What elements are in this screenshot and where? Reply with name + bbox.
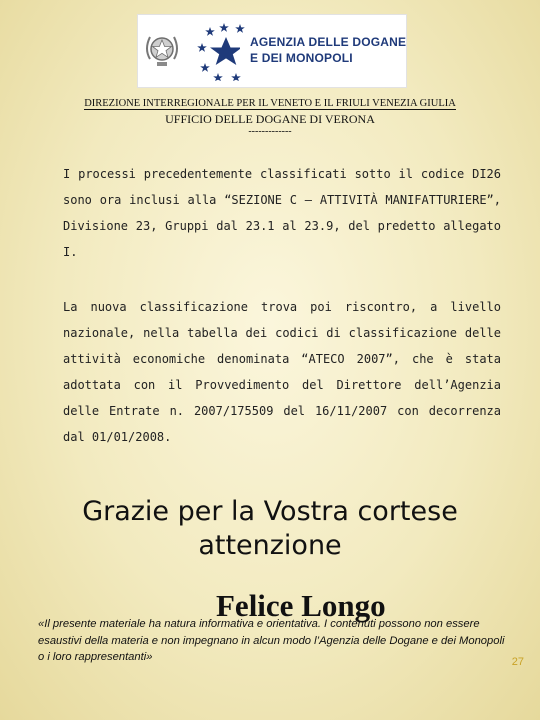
body-paragraph-2: La nuova classificazione trova poi riscontro, a livello nazionale, nella tabella dei codici di classificazione delle attività economiche denominata “ATECO 2007”, che è stata adottata con il Provvedimento del Direttore dell’Agenzia delle Entrate n. 2007/175509 del 16/11/2007 con decorrenza dal 01/01/2008.: [63, 300, 501, 444]
thanks-heading: Grazie per la Vostra cortese attenzione: [82, 496, 458, 561]
body-paragraph-1: I processi precedentemente classificati sotto il codice DI26 sono ora inclusi alla “SEZIONE C – ATTIVITÀ MANIFATTURIERE”, Divisione 23, Gruppi dal 23.1 al 23.9, del predetto allegato I.: [63, 167, 501, 259]
direction-text: DIREZIONE INTERREGIONALE PER IL VENETO E IL FRIULI VENEZIA GIULIA: [84, 98, 456, 109]
direction-title: [0, 98, 540, 109]
page-number: 27: [511, 656, 524, 668]
agency-logo: [137, 14, 407, 88]
signature-name: Felice Longo: [216, 588, 386, 623]
agency-name-line2: E DEI MONOPOLI: [250, 51, 353, 65]
agency-name-line1: AGENZIA DELLE DOGANE: [250, 35, 407, 49]
header-separator: -------------: [248, 126, 292, 137]
italian-republic-emblem-icon: [142, 29, 182, 73]
office-title: UFFICIO DELLE DOGANE DI VERONA: [165, 112, 375, 126]
agency-name: [250, 34, 407, 66]
disclaimer-text: «Il presente materiale ha natura informativa e orientativa. I contenuti possono non essere esaustivi della materia e non impegnano in alcun modo l’Agenzia delle Dogane e dei Monopoli o i loro rappresentanti»: [38, 618, 505, 663]
